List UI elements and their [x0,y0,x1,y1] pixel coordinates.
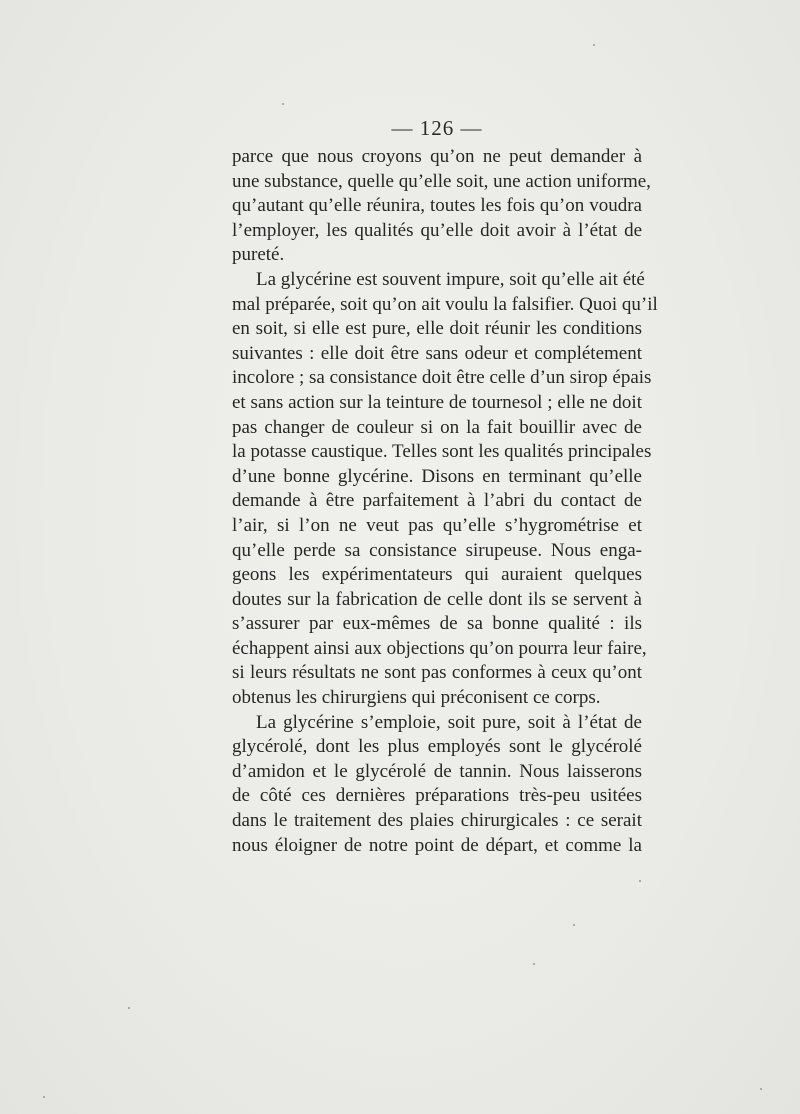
text-line: échappent ainsi aux objections qu’on pourra leur faire, [232,637,647,659]
text-line: dans le traitement des plaies chirurgicales : ce serait [232,810,642,832]
body-text [232,145,658,858]
text-line: d’amidon et le glycérolé de tannin. Nous laisserons [232,760,642,782]
text-line: une substance, quelle qu’elle soit, une action uniforme, [232,170,651,192]
text-line: incolore ; sa consistance doit être celle d’un sirop épais [232,367,652,389]
text-line: mal préparée, soit qu’on ait voulu la falsifier. Quoi qu’il [232,293,658,315]
paper-speck [282,103,284,105]
text-line: pureté. [232,244,285,266]
text-line: la potasse caustique. Telles sont les qualités principales [232,441,652,463]
paper-speck [533,963,535,965]
paragraph-2 [232,268,658,711]
text-line: de côté ces dernières préparations très-peu usitées [232,785,642,807]
paper-speck [43,1096,45,1098]
page-number: — 126 — [391,116,483,140]
text-line: l’employer, les qualités qu’elle doit avoir à l’état de [232,219,642,241]
text-line: obtenus les chirurgiens qui préconisent ce corps. [232,687,601,709]
paper-speck [760,1088,762,1090]
text-line: doutes sur la fabrication de celle dont ils se servent à [232,588,642,610]
paper-speck [639,880,641,882]
paragraph-3 [232,711,642,859]
paper-speck [573,924,575,926]
text-line: qu’autant qu’elle réunira, toutes les fois qu’on voudra [232,195,642,217]
text-line: suivantes : elle doit être sans odeur et complétement [232,342,642,364]
text-line: d’une bonne glycérine. Disons en terminant qu’elle [232,465,642,487]
text-line: parce que nous croyons qu’on ne peut demander à [232,146,642,167]
text-line: La glycérine est souvent impure, soit qu’elle ait été [256,268,645,290]
text-line: s’assurer par eux-mêmes de sa bonne qualité : ils [232,613,642,635]
text-line: pas changer de couleur si on la fait bouillir avec de [232,416,642,438]
paragraph-1 [232,145,651,268]
text-line: si leurs résultats ne sont pas conformes à ceux qu’ont [232,662,642,684]
text-line: qu’elle perde sa consistance sirupeuse. Nous enga- [232,539,642,561]
text-line: en soit, si elle est pure, elle doit réunir les conditions [232,318,642,340]
paper-speck [128,1007,130,1009]
text-line: geons les expérimentateurs qui auraient quelques [232,564,642,586]
text-line: demande à être parfaitement à l’abri du contact de [232,490,642,512]
text-line: et sans action sur la teinture de tournesol ; elle ne doit [232,391,642,413]
text-line: La glycérine s’emploie, soit pure, soit à l’état de [256,711,642,733]
text-line: l’air, si l’on ne veut pas qu’elle s’hygrométrise et [232,514,642,536]
text-line: glycérolé, dont les plus employés sont le glycérolé [232,736,642,758]
paper-speck [593,44,595,46]
text-line: nous éloigner de notre point de départ, et comme la [232,834,642,856]
